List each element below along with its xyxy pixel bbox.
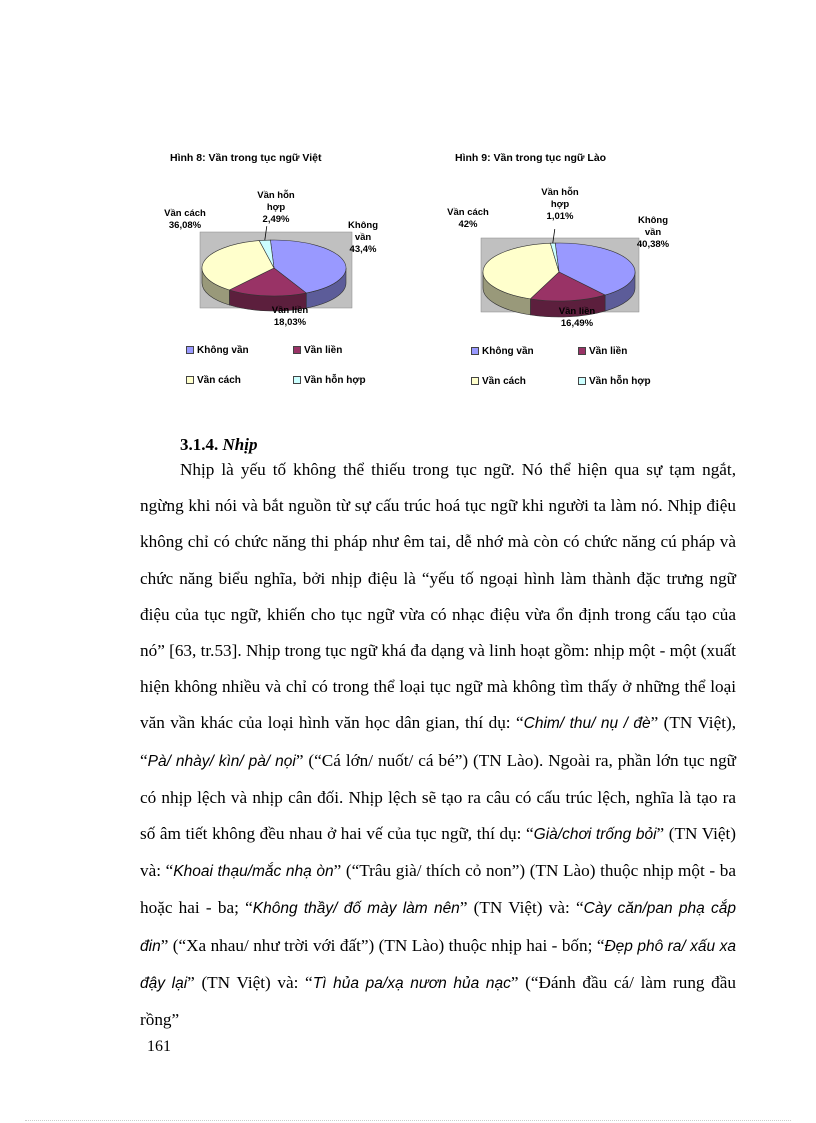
slice-label-van-hon-hop: Vần hỗn hợp 1,01% — [541, 187, 579, 222]
slice-label-van-cach: Vần cách 42% — [447, 207, 489, 230]
legend-swatch — [578, 347, 586, 355]
quoted-proverb: Cày căn/pan phạ cắp đin — [140, 900, 736, 955]
legend-item: Vần liền — [293, 345, 342, 356]
text-run: ” (TN Việt) và: “ — [459, 898, 584, 918]
quoted-proverb: Già/chơi trống bỏi — [533, 826, 657, 844]
slice-label-khong-van: Không vần 40,38% — [636, 215, 670, 250]
legend-item: Không vần — [186, 345, 249, 356]
quoted-proverb: Pà/ nhày/ kìn/ pà/ nọi — [147, 752, 296, 770]
chart-legend — [471, 346, 711, 391]
slice-label-van-hon-hop: Vần hỗn hợp 2,49% — [257, 190, 295, 225]
chart-title: Hình 8: Vần trong tục ngữ Việt — [170, 152, 322, 164]
text-run: ” (“Cá lớn/ nuốt/ cá bé”) (TN Lào). Ngoài ra, phần lớn tục ngữ có nhịp lệch và nhịp cân đối. Nhịp lệch sẽ tạo ra câu có cấu trúc lệch, nghĩa là tạo ra số âm tiết không đều nhau ở hai vế của tục ngữ, thí dụ: “ — [140, 750, 736, 844]
slice-label-van-cach: Vần cách 36,08% — [164, 208, 206, 231]
legend-swatch — [471, 347, 479, 355]
legend-item: Vần hỗn hợp — [293, 375, 366, 386]
legend-item: Không vần — [471, 346, 534, 357]
quoted-proverb: Đẹp phô ra/ xấu xa đậy lại — [140, 937, 736, 992]
slice-label-van-lien: Vần liền 18,03% — [271, 305, 309, 328]
quoted-proverb: Tì hủa pa/xạ nươn hủa nạc — [312, 974, 511, 992]
paragraph — [140, 452, 736, 1038]
text-run: ” (TN Việt) và: “ — [187, 972, 313, 992]
legend-item: Vần liền — [578, 346, 627, 357]
legend-swatch — [293, 346, 301, 354]
legend-item: Vần hỗn hợp — [578, 376, 651, 387]
text-run: Nhịp là yếu tố không thể thiếu trong tục ngữ. Nó thể hiện qua sự tạm ngắt, ngừng khi nói và bắt nguồn từ sự cấu trúc hoá tục ngữ khi người ta làm nó. Nhịp điệu không chỉ có chức năng thi pháp như êm tai, dễ nhớ mà còn có chức năng cú pháp và chức năng biểu nghĩa, bởi nhịp điệu là “yếu tố ngoại hình làm thành đặc trưng ngữ điệu của tục ngữ, khiến cho tục ngữ vừa có nhạc điệu vừa ổn định trong cấu tạo của nó” [63, tr.53]. Nhịp trong tục ngữ khá đa dạng và linh hoạt gồm: nhịp một - một (xuất hiện không nhiều và chỉ có trong thể loại tục ngữ mà không tìm thấy ở những thể loại văn vần khác của loại hình văn học dân gian, thí dụ: “ — [140, 460, 736, 733]
section-title: Nhịp — [222, 435, 258, 454]
chart-legend — [186, 345, 426, 390]
text-run: ” (“Đánh đầu cá/ làm rung đầu rồng” — [140, 972, 736, 1030]
quoted-proverb: Chim/ thu/ nụ / đè — [523, 715, 651, 733]
page-number: 161 — [147, 1038, 171, 1055]
body-text — [140, 452, 736, 1038]
slice-label-van-lien: Vần liền 16,49% — [558, 306, 596, 329]
legend-swatch — [186, 376, 194, 384]
text-run: ” (“Trâu già/ thích cỏ non”) (TN Lào) thuộc nhịp một - ba hoặc hai - ba; “ — [140, 861, 736, 918]
quoted-proverb: Khoai thạu/mắc nhạ òn — [173, 863, 334, 881]
pie-chart-lao — [447, 150, 715, 395]
legend-swatch — [578, 377, 586, 385]
text-run: ” (TN Việt), “ — [140, 713, 736, 770]
slice-label-khong-van: Không vần 43,4% — [347, 220, 379, 255]
legend-item: Vần cách — [186, 375, 241, 386]
text-run: ” (“Xa nhau/ như trời với đất”) (TN Lào) thuộc nhịp hai - bốn; “ — [160, 935, 605, 955]
page-bottom-divider — [25, 1120, 791, 1121]
legend-item: Vần cách — [471, 376, 526, 387]
legend-swatch — [186, 346, 194, 354]
section-number: 3.1.4. — [180, 435, 219, 454]
legend-swatch — [471, 377, 479, 385]
quoted-proverb: Không thầy/ đố mày làm nên — [252, 900, 460, 918]
legend-swatch — [293, 376, 301, 384]
pie-chart-vietnamese — [164, 150, 430, 395]
chart-title: Hình 9: Vần trong tục ngữ Lào — [455, 152, 607, 164]
text-run: ” (TN Việt) và: “ — [140, 824, 736, 881]
